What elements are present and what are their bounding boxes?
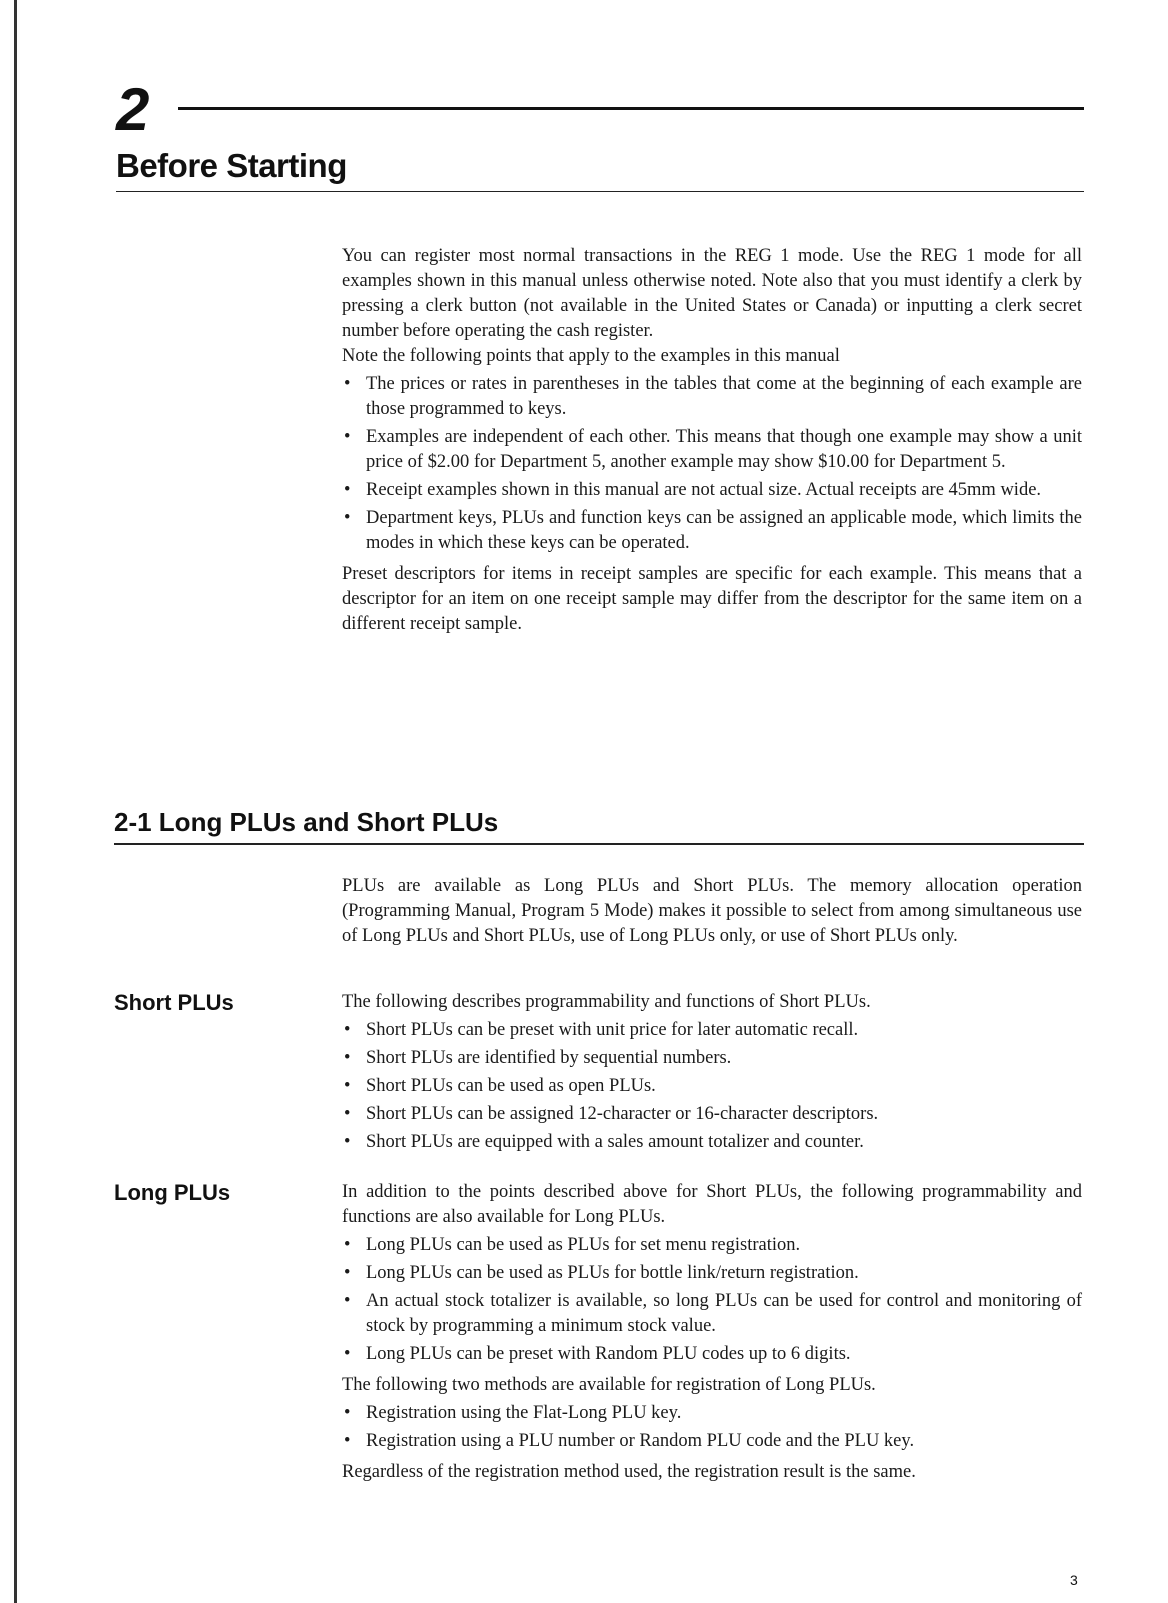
list-item: • Receipt examples shown in this manual are not actual size. Actual receipts are 45mm wide. (342, 478, 1082, 503)
section-intro-paragraph: PLUs are available as Long PLUs and Short PLUs. The memory allocation operation (Programming Manual, Program 5 Mode) makes it possible to select from among simultaneous use of Long PLUs and Short PLUs, use of Long PLUs only, or use of Short PLUs only. (342, 876, 1082, 946)
list-item: • Short PLUs are identified by sequential numbers. (342, 1046, 1082, 1071)
chapter-title-rule (116, 191, 1084, 192)
list-item: • Long PLUs can be preset with Random PLU codes up to 6 digits. (342, 1342, 1082, 1367)
list-item: • Short PLUs can be assigned 12-character or 16-character descriptors. (342, 1102, 1082, 1127)
chapter-rule (178, 107, 1084, 110)
chapter-number: 2 (116, 76, 150, 143)
list-item: • Long PLUs can be used as PLUs for bottle link/return registration. (342, 1261, 1082, 1286)
long-plus-bullet-list (342, 1233, 1082, 1367)
section-title-rule (114, 843, 1084, 845)
short-plus-label: Short PLUs (114, 990, 234, 1015)
chapter-title: Before Starting (116, 147, 347, 184)
list-item: • Long PLUs can be used as PLUs for set menu registration. (342, 1233, 1082, 1258)
section-title: 2-1 Long PLUs and Short PLUs (114, 807, 499, 837)
intro-paragraph-1: You can register most normal transactions in the REG 1 mode. Use the REG 1 mode for all examples shown in this manual unless otherwise noted. Note also that you must identify a clerk by pressing a clerk button (not available in the United States or Canada) or inputting a clerk secret number before operating the cash register. (342, 246, 1082, 341)
list-item: • Department keys, PLUs and function keys can be assigned an applicable mode, which limits the modes in which these keys can be operated. (342, 506, 1082, 556)
long-plus-methods-list (342, 1401, 1082, 1454)
intro-paragraph-2: Note the following points that apply to the examples in this manual (342, 346, 840, 366)
long-plus-closing: Regardless of the registration method used, the registration result is the same. (342, 1462, 916, 1482)
list-item: • The prices or rates in parentheses in the tables that come at the beginning of each example are those programmed to keys. (342, 372, 1082, 422)
long-plus-lead: In addition to the points described above for Short PLUs, the following programmability and functions are also available for Long PLUs. (342, 1182, 1082, 1227)
list-item: • Examples are independent of each other. This means that though one example may show a unit price of $2.00 for Department 5, another example may show $10.00 for Department 5. (342, 425, 1082, 475)
short-plus-bullet-list (342, 1018, 1082, 1155)
page-number: 3 (1070, 1572, 1078, 1588)
list-item: • Short PLUs can be preset with unit price for later automatic recall. (342, 1018, 1082, 1043)
short-plus-block (342, 990, 1082, 1155)
list-item: • Registration using the Flat-Long PLU key. (342, 1401, 1082, 1426)
long-plus-methods-lead: The following two methods are available for registration of Long PLUs. (342, 1375, 876, 1395)
page-binding-edge (14, 0, 17, 1603)
short-plus-lead: The following describes programmability and functions of Short PLUs. (342, 992, 871, 1012)
intro-paragraph-3: Preset descriptors for items in receipt samples are specific for each example. This means that a descriptor for an item on one receipt sample may differ from the descriptor for the same item on a different receipt sample. (342, 564, 1082, 634)
intro-bullet-list (342, 372, 1082, 556)
intro-block (342, 244, 1082, 637)
list-item: • Registration using a PLU number or Random PLU code and the PLU key. (342, 1429, 1082, 1454)
long-plus-label: Long PLUs (114, 1180, 231, 1205)
list-item: • An actual stock totalizer is available, so long PLUs can be used for control and monitoring of stock by programming a minimum stock value. (342, 1289, 1082, 1339)
section-intro-block (342, 874, 1082, 949)
list-item: • Short PLUs can be used as open PLUs. (342, 1074, 1082, 1099)
long-plus-block (342, 1180, 1082, 1485)
list-item: • Short PLUs are equipped with a sales amount totalizer and counter. (342, 1130, 1082, 1155)
